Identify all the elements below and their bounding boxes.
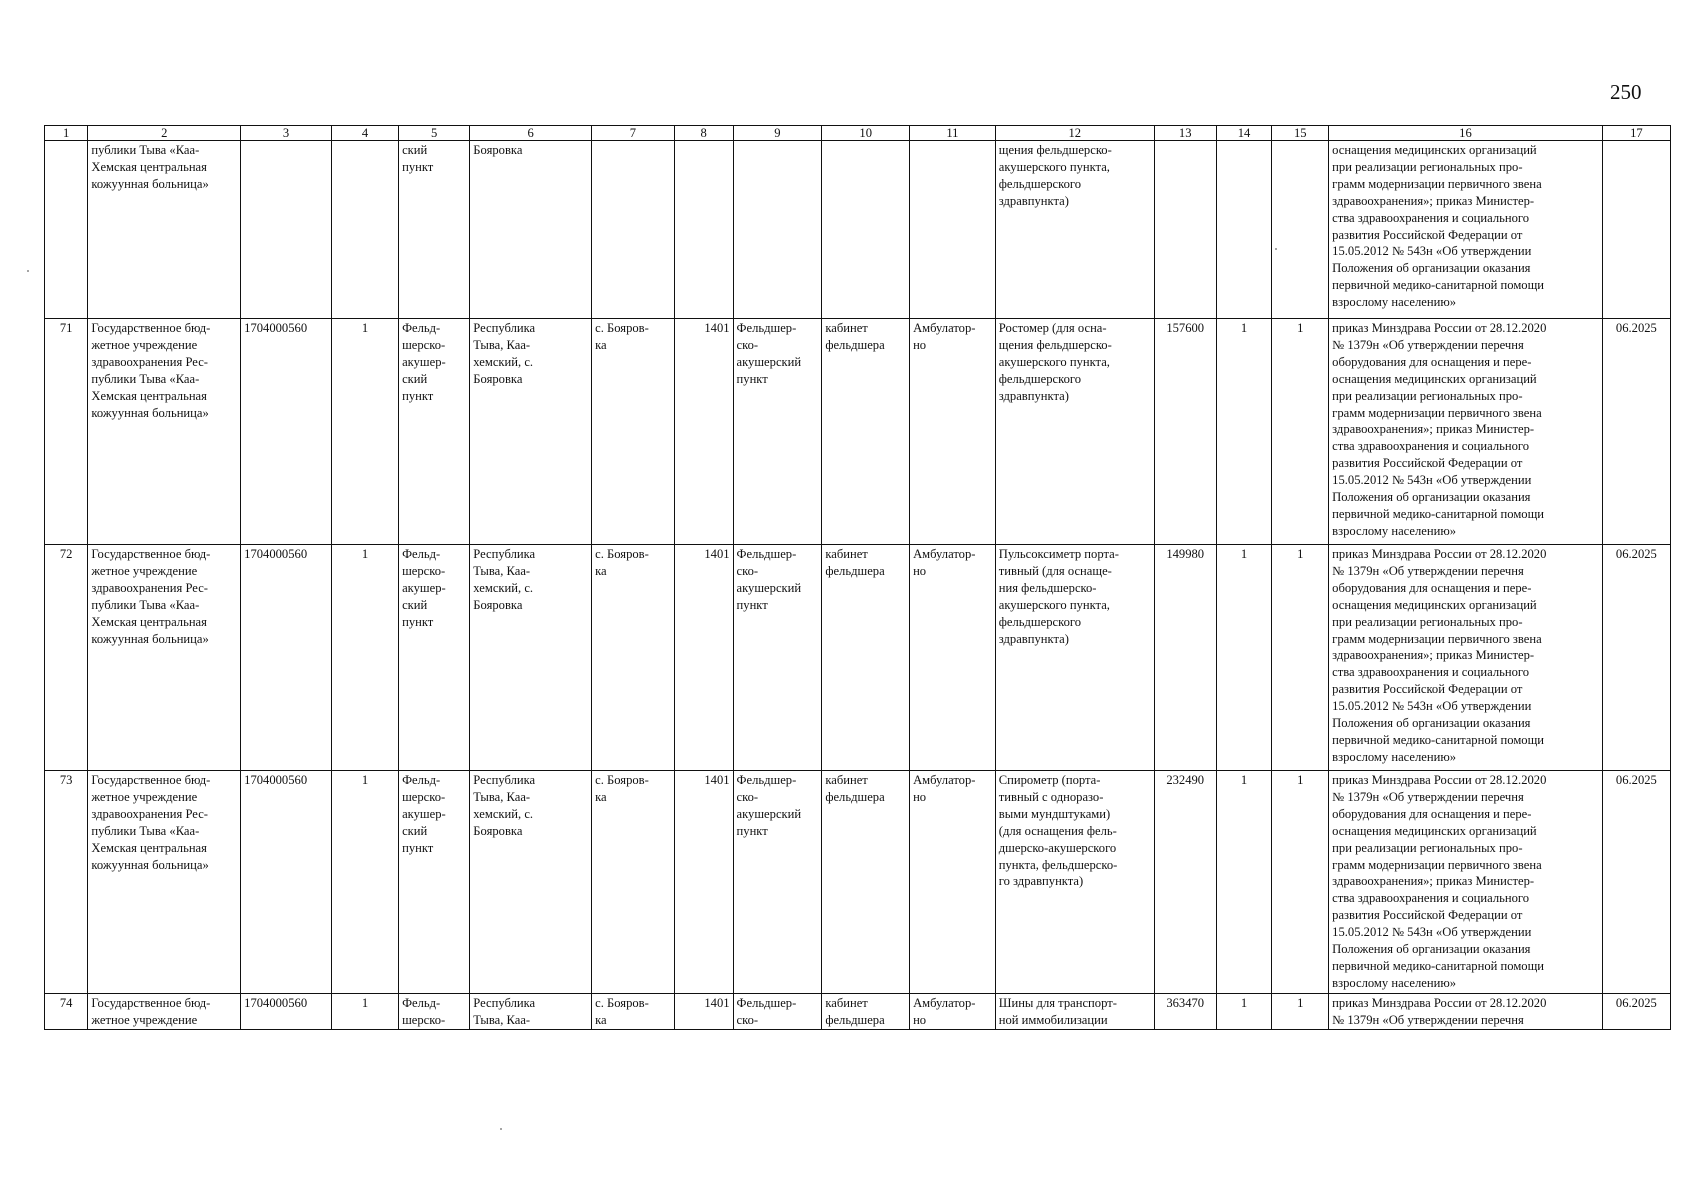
table-row <box>45 771 1671 994</box>
column-number: 3 <box>241 126 332 141</box>
cell-code: 1704000560 <box>241 545 332 771</box>
cell-institution: публики Тыва «Каа- Хемская центральная кожуунная больница» <box>88 141 241 319</box>
cell-institution: Государственное бюд- жетное учреждение здравоохранения Рес- публики Тыва «Каа- Хемская центральная кожуунная больница» <box>88 545 241 771</box>
cell-number <box>45 141 88 319</box>
cell-institution: Государственное бюд- жетное учреждение здравоохранения Рес- публики Тыва «Каа- Хемская центральная кожуунная больница» <box>88 319 241 545</box>
cell-quantity-col4 <box>331 141 398 319</box>
cell-count-col14: 1 <box>1216 319 1272 545</box>
cell-code <box>241 141 332 319</box>
cell-address: Республика Тыва, Каа- хемский, с. Бояровка <box>470 771 592 994</box>
cell-count-col14 <box>1216 141 1272 319</box>
cell-address: Республика Тыва, Каа- хемский, с. Бояровка <box>470 545 592 771</box>
cell-institution: Государственное бюд- жетное учреждение <box>88 994 241 1030</box>
cell-settlement: с. Бояров- ка <box>592 771 675 994</box>
cell-number: 73 <box>45 771 88 994</box>
cell-count-col14: 1 <box>1216 771 1272 994</box>
cell-room: кабинет фельдшера <box>822 771 910 994</box>
equipment-table <box>44 125 1671 1030</box>
page-number: 250 <box>1610 80 1642 104</box>
cell-care-type: Амбулатор- но <box>910 771 996 994</box>
cell-room <box>822 141 910 319</box>
cell-address: Республика Тыва, Каа- <box>470 994 592 1030</box>
table-row <box>45 994 1671 1030</box>
cell-price: 232490 <box>1154 771 1216 994</box>
cell-legal-basis: приказ Минздрава России от 28.12.2020 № 1379н «Об утверждении перечня оборудования для оснащения и пере- оснащения медицинских организаций при реализации региональных про- грамм модернизации первичного звена здравоохранения»; приказ Министер- ства здравоохранения и социального развития Российской Федерации от 15.05.2012 № 543н «Об утверждении Положения об организации оказания первичной медико-санитарной помощи взрослому населению» <box>1329 319 1603 545</box>
cell-price: 363470 <box>1154 994 1216 1030</box>
cell-count-col15: 1 <box>1272 994 1329 1030</box>
cell-care-type: Амбулатор- но <box>910 545 996 771</box>
column-number: 4 <box>331 126 398 141</box>
cell-department <box>733 141 822 319</box>
table-row-continuation <box>45 141 1671 319</box>
cell-count-col15: 1 <box>1272 319 1329 545</box>
cell-equipment: Ростомер (для осна- щения фельдшерско- акушерского пункта, фельдшерского здравпункта) <box>995 319 1154 545</box>
cell-code: 1704000560 <box>241 771 332 994</box>
cell-code: 1704000560 <box>241 319 332 545</box>
cell-code-col8: 1401 <box>674 771 733 994</box>
column-number: 2 <box>88 126 241 141</box>
cell-date: 06.2025 <box>1602 319 1670 545</box>
cell-legal-basis: приказ Минздрава России от 28.12.2020 № 1379н «Об утверждении перечня <box>1329 994 1603 1030</box>
column-number: 9 <box>733 126 822 141</box>
cell-code-col8: 1401 <box>674 545 733 771</box>
column-number: 15 <box>1272 126 1329 141</box>
cell-care-type <box>910 141 996 319</box>
column-number-header-row <box>45 126 1671 141</box>
column-number: 11 <box>910 126 996 141</box>
cell-settlement <box>592 141 675 319</box>
column-number: 10 <box>822 126 910 141</box>
column-number: 17 <box>1602 126 1670 141</box>
scan-speck <box>27 270 29 272</box>
cell-settlement: с. Бояров- ка <box>592 319 675 545</box>
column-number: 16 <box>1329 126 1603 141</box>
cell-code-col8: 1401 <box>674 319 733 545</box>
column-number: 7 <box>592 126 675 141</box>
cell-price <box>1154 141 1216 319</box>
cell-code-col8: 1401 <box>674 994 733 1030</box>
column-number: 1 <box>45 126 88 141</box>
cell-count-col14: 1 <box>1216 994 1272 1030</box>
cell-quantity-col4: 1 <box>331 319 398 545</box>
cell-room: кабинет фельдшера <box>822 994 910 1030</box>
cell-count-col15: 1 <box>1272 545 1329 771</box>
cell-code: 1704000560 <box>241 994 332 1030</box>
cell-equipment: Пульсоксиметр порта- тивный (для оснаще- ния фельдшерско- акушерского пункта, фельдшерского здравпункта) <box>995 545 1154 771</box>
cell-unit-type: Фельд- шерско- акушер- ский пункт <box>399 545 470 771</box>
cell-settlement: с. Бояров- ка <box>592 994 675 1030</box>
cell-department: Фельдшер- ско- <box>733 994 822 1030</box>
cell-department: Фельдшер- ско- акушерский пункт <box>733 545 822 771</box>
table-row <box>45 319 1671 545</box>
cell-equipment: Шины для транспорт- ной иммобилизации <box>995 994 1154 1030</box>
cell-date <box>1602 141 1670 319</box>
cell-count-col15: 1 <box>1272 771 1329 994</box>
cell-number: 71 <box>45 319 88 545</box>
scan-speck <box>1275 248 1277 250</box>
cell-legal-basis: приказ Минздрава России от 28.12.2020 № 1379н «Об утверждении перечня оборудования для оснащения и пере- оснащения медицинских организаций при реализации региональных про- грамм модернизации первичного звена здравоохранения»; приказ Министер- ства здравоохранения и социального развития Российской Федерации от 15.05.2012 № 543н «Об утверждении Положения об организации оказания первичной медико-санитарной помощи взрослому населению» <box>1329 771 1603 994</box>
cell-date: 06.2025 <box>1602 545 1670 771</box>
cell-department: Фельдшер- ско- акушерский пункт <box>733 771 822 994</box>
cell-quantity-col4: 1 <box>331 994 398 1030</box>
column-number: 8 <box>674 126 733 141</box>
cell-unit-type: Фельд- шерско- акушер- ский пункт <box>399 319 470 545</box>
cell-room: кабинет фельдшера <box>822 545 910 771</box>
cell-unit-type: Фельд- шерско- акушер- ский пункт <box>399 771 470 994</box>
cell-date: 06.2025 <box>1602 994 1670 1030</box>
cell-equipment: Спирометр (порта- тивный с одноразо- выми мундштуками) (для оснащения фель- дшерско-акушерского пункта, фельдшерско- го здравпункта) <box>995 771 1154 994</box>
cell-address: Бояровка <box>470 141 592 319</box>
column-number: 14 <box>1216 126 1272 141</box>
column-number: 5 <box>399 126 470 141</box>
cell-institution: Государственное бюд- жетное учреждение здравоохранения Рес- публики Тыва «Каа- Хемская центральная кожуунная больница» <box>88 771 241 994</box>
cell-quantity-col4: 1 <box>331 545 398 771</box>
cell-unit-type: ский пункт <box>399 141 470 319</box>
cell-department: Фельдшер- ско- акушерский пункт <box>733 319 822 545</box>
column-number: 13 <box>1154 126 1216 141</box>
scan-speck <box>500 1128 502 1130</box>
cell-equipment: щения фельдшерско- акушерского пункта, фельдшерского здравпункта) <box>995 141 1154 319</box>
cell-code-col8 <box>674 141 733 319</box>
cell-number: 74 <box>45 994 88 1030</box>
cell-price: 149980 <box>1154 545 1216 771</box>
cell-number: 72 <box>45 545 88 771</box>
cell-legal-basis: оснащения медицинских организаций при реализации региональных про- грамм модернизации первичного звена здравоохранения»; приказ Министер- ства здравоохранения и социального развития Российской Федерации от 15.05.2012 № 543н «Об утверждении Положения об организации оказания первичной медико-санитарной помощи взрослому населению» <box>1329 141 1603 319</box>
column-number: 6 <box>470 126 592 141</box>
cell-care-type: Амбулатор- но <box>910 994 996 1030</box>
cell-room: кабинет фельдшера <box>822 319 910 545</box>
cell-count-col15 <box>1272 141 1329 319</box>
cell-settlement: с. Бояров- ка <box>592 545 675 771</box>
table-row <box>45 545 1671 771</box>
cell-quantity-col4: 1 <box>331 771 398 994</box>
cell-legal-basis: приказ Минздрава России от 28.12.2020 № 1379н «Об утверждении перечня оборудования для оснащения и пере- оснащения медицинских организаций при реализации региональных про- грамм модернизации первичного звена здравоохранения»; приказ Министер- ства здравоохранения и социального развития Российской Федерации от 15.05.2012 № 543н «Об утверждении Положения об организации оказания первичной медико-санитарной помощи взрослому населению» <box>1329 545 1603 771</box>
cell-count-col14: 1 <box>1216 545 1272 771</box>
cell-address: Республика Тыва, Каа- хемский, с. Бояровка <box>470 319 592 545</box>
column-number: 12 <box>995 126 1154 141</box>
cell-price: 157600 <box>1154 319 1216 545</box>
cell-care-type: Амбулатор- но <box>910 319 996 545</box>
cell-unit-type: Фельд- шерско- <box>399 994 470 1030</box>
cell-date: 06.2025 <box>1602 771 1670 994</box>
